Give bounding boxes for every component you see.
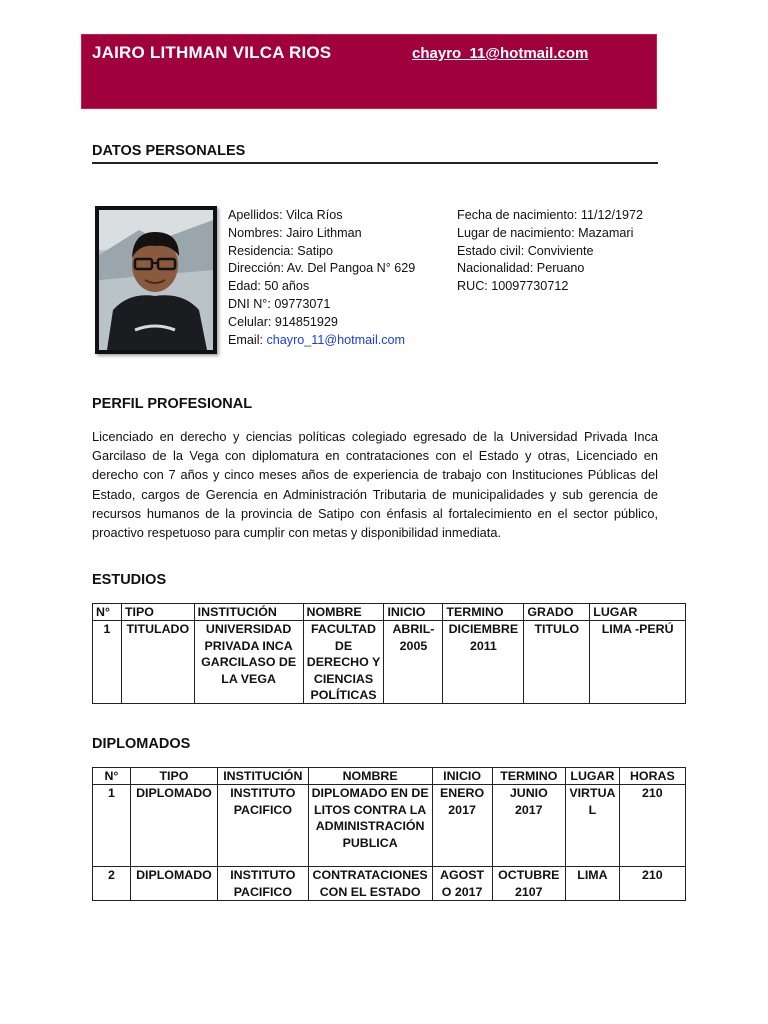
col-header: INSTITUCIÓN <box>194 604 303 621</box>
col-header: INICIO <box>432 768 492 785</box>
table-cell: CONTRATACIONES CON EL ESTADO <box>308 867 432 901</box>
section-divider <box>92 162 658 164</box>
info-birthplace: Lugar de nacimiento: Mazamari <box>457 225 634 240</box>
table-cell: TITULO <box>524 621 590 704</box>
profile-paragraph: Licenciado en derecho y ciencias políticas colegiado egresado de la Universidad Privada Inca Garcilaso de la Vega con diplomatura en contrataciones con el Estado y otras, Licenciado en derecho con 7 años y cinco meses años de experiencia de trabajo con Instituciones Públicas del Estado, cargos de Gerencia en Administración Tributaria de municipalidades y sub gerencia de recursos humanos de la provincia de Satipo con énfasis al fortalecimiento en el sector público, proactivo respetuoso para cumplir con metas y disponibilidad inmediata. <box>92 429 658 541</box>
info-surname: Apellidos: Vilca Ríos <box>228 208 343 222</box>
table-cell: DIPLOMADO EN DELITOS CONTRA LA ADMINISTRACIÓN PUBLICA <box>308 785 432 867</box>
section-title-studies: ESTUDIOS <box>92 572 167 588</box>
table-cell: ENERO 2017 <box>432 785 492 867</box>
info-address: Dirección: Av. Del Pangoa N° 629 <box>228 261 416 276</box>
diplomas-table <box>92 767 686 901</box>
table-cell: FACULTAD DE DERECHO Y CIENCIAS POLÍTICAS <box>303 621 384 704</box>
info-email <box>228 332 415 350</box>
profile-photo <box>95 206 217 354</box>
table-cell: 2 <box>93 867 131 901</box>
table-header-row <box>93 604 686 621</box>
table-cell: LIMA <box>566 867 620 901</box>
section-title-personal: DATOS PERSONALES <box>92 143 246 159</box>
info-phone: Celular: 914851929 <box>228 314 338 329</box>
table-row <box>93 785 686 867</box>
person-photo-icon <box>99 210 213 350</box>
studies-table <box>92 603 686 704</box>
table-cell: UNIVERSIDAD PRIVADA INCA GARCILASO DE LA VEGA <box>194 621 303 704</box>
col-header: TERMINO <box>443 604 524 621</box>
personal-info-left <box>228 207 415 349</box>
col-header: INICIO <box>384 604 443 621</box>
section-title-diplomas: DIPLOMADOS <box>92 736 191 752</box>
table-cell: AGOSTO 2017 <box>432 867 492 901</box>
header-email-link[interactable]: chayro_11@hotmail.com <box>412 45 589 62</box>
table-cell: 1 <box>93 785 131 867</box>
info-email-label: Email: <box>228 332 267 347</box>
info-birthdate: Fecha de nacimiento: 11/12/1972 <box>457 208 644 222</box>
col-header: GRADO <box>524 604 590 621</box>
personal-info-right <box>457 207 643 296</box>
table-cell: OCTUBRE 2107 <box>492 867 566 901</box>
info-ruc: RUC: 10097730712 <box>457 279 569 294</box>
info-civil-status: Estado civil: Conviviente <box>457 243 594 258</box>
table-cell: 1 <box>93 621 122 704</box>
table-cell: INSTITUTO PACIFICO <box>218 867 309 901</box>
table-cell: TITULADO <box>121 621 194 704</box>
info-residence: Residencia: Satipo <box>228 243 334 258</box>
col-header: HORAS <box>619 768 685 785</box>
col-header: NOMBRE <box>308 768 432 785</box>
table-cell: 210 <box>619 785 685 867</box>
table-cell: LIMA -PERÚ <box>590 621 686 704</box>
header-banner <box>81 34 657 109</box>
col-header: LUGAR <box>590 604 686 621</box>
table-header-row <box>93 768 686 785</box>
col-header: N° <box>93 768 131 785</box>
table-cell: DICIEMBRE 2011 <box>443 621 524 704</box>
candidate-name: JAIRO LITHMAN VILCA RIOS <box>92 43 332 62</box>
col-header: LUGAR <box>566 768 620 785</box>
info-email-link[interactable]: chayro_11@hotmail.com <box>266 332 406 347</box>
col-header: INSTITUCIÓN <box>218 768 309 785</box>
info-nationality: Nacionalidad: Peruano <box>457 261 585 276</box>
section-title-profile: PERFIL PROFESIONAL <box>92 396 253 412</box>
table-cell: JUNIO 2017 <box>492 785 566 867</box>
table-row <box>93 867 686 901</box>
table-cell: VIRTUAL <box>566 785 620 867</box>
table-cell: DIPLOMADO <box>130 867 217 901</box>
table-cell: DIPLOMADO <box>130 785 217 867</box>
table-cell: ABRIL-2005 <box>384 621 443 704</box>
info-age: Edad: 50 años <box>228 279 310 294</box>
table-cell: 210 <box>619 867 685 901</box>
table-cell: INSTITUTO PACIFICO <box>218 785 309 867</box>
col-header: N° <box>93 604 122 621</box>
col-header: TIPO <box>121 604 194 621</box>
col-header: TIPO <box>130 768 217 785</box>
info-names: Nombres: Jairo Lithman <box>228 225 362 240</box>
table-row <box>93 621 686 704</box>
info-dni: DNI N°: 09773071 <box>228 296 331 311</box>
col-header: TERMINO <box>492 768 566 785</box>
col-header: NOMBRE <box>303 604 384 621</box>
